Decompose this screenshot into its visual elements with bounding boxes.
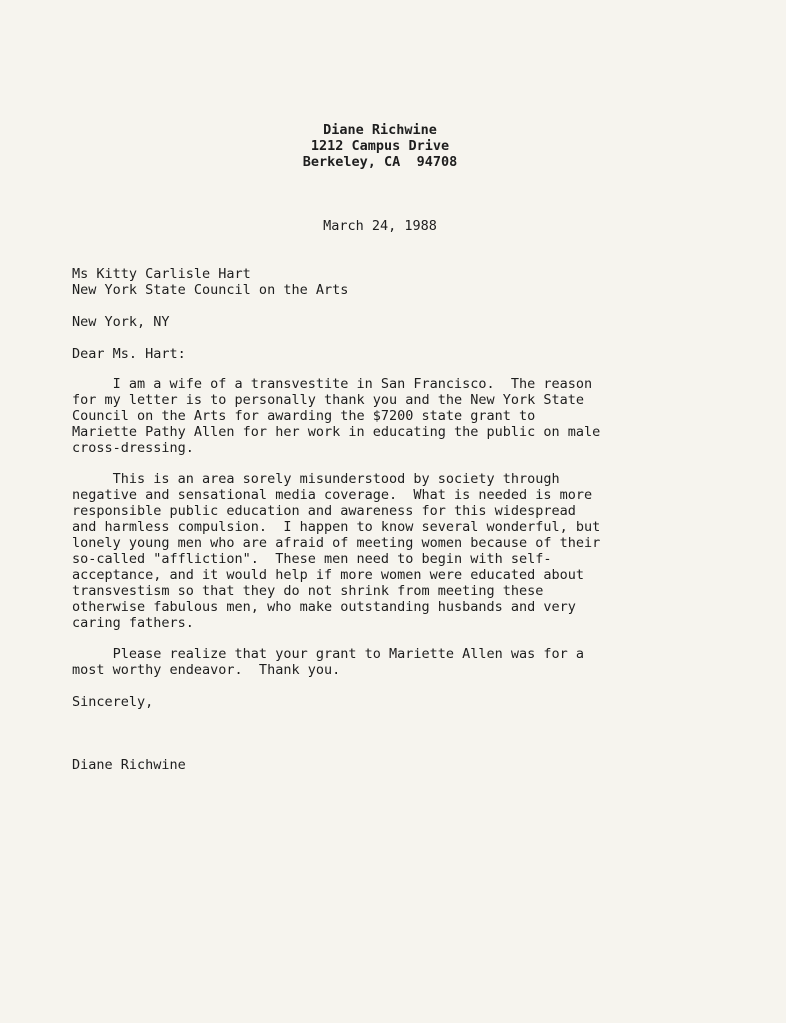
body-line: acceptance, and it would help if more women were educated about <box>72 567 585 583</box>
body-line: otherwise fabulous men, who make outstanding husbands and very <box>72 599 576 615</box>
body-line: caring fathers. <box>72 615 194 631</box>
body-line: I am a wife of a transvestite in San Francisco. The reason <box>72 376 593 392</box>
recipient-name: Ms Kitty Carlisle Hart <box>72 266 251 282</box>
signature-name: Diane Richwine <box>72 757 186 773</box>
recipient-organization: New York State Council on the Arts <box>72 282 349 298</box>
body-line: so-called "affliction". These men need to begin with self- <box>72 551 552 567</box>
closing: Sincerely, <box>72 694 154 710</box>
body-line: This is an area sorely misunderstood by society through <box>72 471 560 487</box>
body-line: Mariette Pathy Allen for her work in educating the public on male <box>72 424 601 440</box>
body-line: most worthy endeavor. Thank you. <box>72 662 341 678</box>
body-line: responsible public education and awareness for this widespread <box>72 503 576 519</box>
body-line: and harmless compulsion. I happen to know several wonderful, but <box>72 519 601 535</box>
sender-name: Diane Richwine <box>323 122 437 138</box>
body-line: negative and sensational media coverage. What is needed is more <box>72 487 593 503</box>
recipient-location: New York, NY <box>72 314 170 330</box>
body-line: lonely young men who are afraid of meeting women because of their <box>72 535 601 551</box>
body-line: for my letter is to personally thank you and the New York State <box>72 392 585 408</box>
body-line: transvestism so that they do not shrink from meeting these <box>72 583 544 599</box>
letter-date: March 24, 1988 <box>323 218 437 234</box>
body-line: cross-dressing. <box>72 440 194 456</box>
body-line: Council on the Arts for awarding the $7200 state grant to <box>72 408 536 424</box>
sender-city: Berkeley, CA 94708 <box>302 154 458 170</box>
salutation: Dear Ms. Hart: <box>72 346 186 362</box>
body-line: Please realize that your grant to Mariette Allen was for a <box>72 646 585 662</box>
sender-street: 1212 Campus Drive <box>310 138 450 154</box>
